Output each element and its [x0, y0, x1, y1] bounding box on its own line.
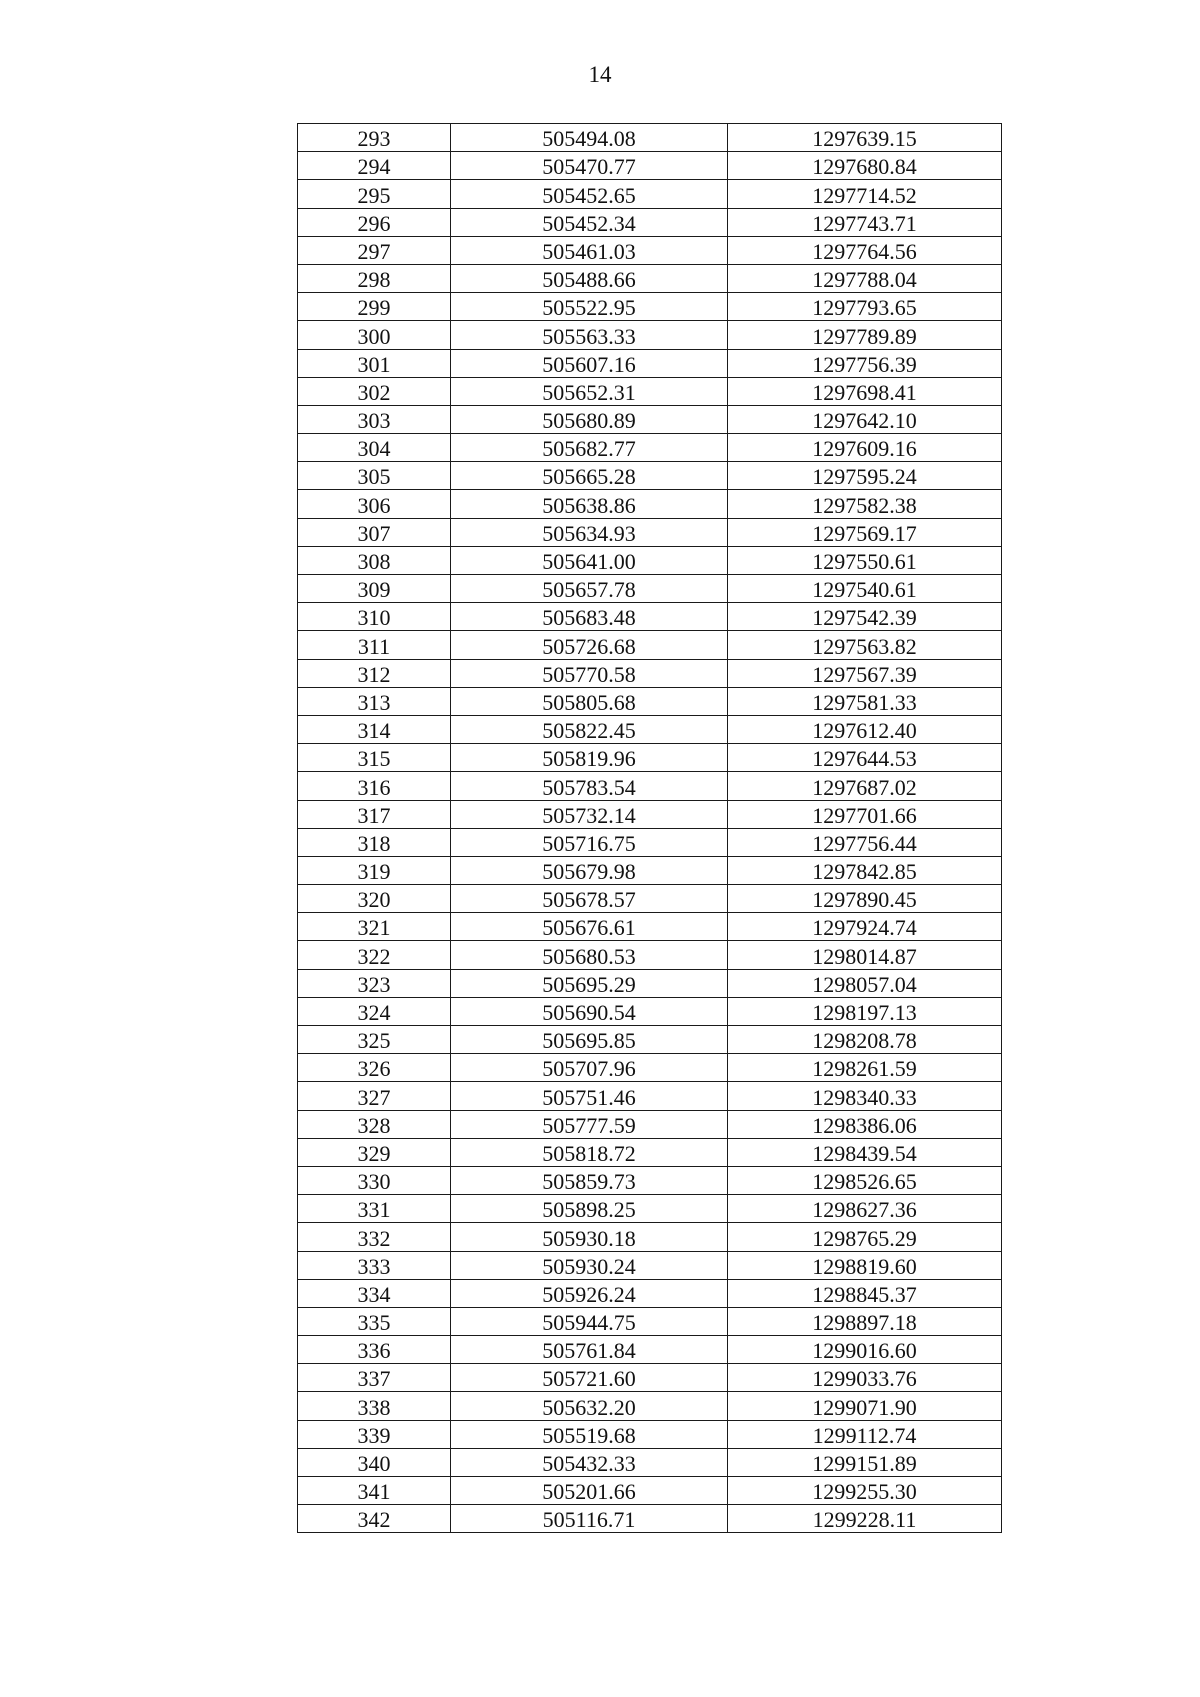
table-row — [298, 997, 1002, 1025]
x-coordinate-cell: 505683.48 — [451, 603, 728, 631]
y-coordinate-cell: 1298208.78 — [728, 1026, 1002, 1054]
y-coordinate-cell: 1297639.15 — [728, 124, 1002, 152]
table-row — [298, 744, 1002, 772]
table-row — [298, 1420, 1002, 1448]
x-coordinate-cell: 505432.33 — [451, 1448, 728, 1476]
table-row — [298, 264, 1002, 292]
table-row — [298, 659, 1002, 687]
point-number-cell: 315 — [298, 744, 451, 772]
y-coordinate-cell: 1299071.90 — [728, 1392, 1002, 1420]
point-number-cell: 339 — [298, 1420, 451, 1448]
x-coordinate-cell: 505652.31 — [451, 377, 728, 405]
y-coordinate-cell: 1298819.60 — [728, 1251, 1002, 1279]
x-coordinate-cell: 505819.96 — [451, 744, 728, 772]
x-coordinate-cell: 505519.68 — [451, 1420, 728, 1448]
table-row — [298, 828, 1002, 856]
x-coordinate-cell: 505657.78 — [451, 575, 728, 603]
point-number-cell: 309 — [298, 575, 451, 603]
point-number-cell: 311 — [298, 631, 451, 659]
point-number-cell: 295 — [298, 180, 451, 208]
x-coordinate-cell: 505805.68 — [451, 687, 728, 715]
table-row — [298, 124, 1002, 152]
point-number-cell: 294 — [298, 152, 451, 180]
point-number-cell: 338 — [298, 1392, 451, 1420]
table-row — [298, 208, 1002, 236]
y-coordinate-cell: 1298014.87 — [728, 941, 1002, 969]
y-coordinate-cell: 1297542.39 — [728, 603, 1002, 631]
y-coordinate-cell: 1299112.74 — [728, 1420, 1002, 1448]
x-coordinate-cell: 505607.16 — [451, 349, 728, 377]
table-row — [298, 321, 1002, 349]
table-row — [298, 941, 1002, 969]
x-coordinate-cell: 505822.45 — [451, 715, 728, 743]
x-coordinate-cell: 505494.08 — [451, 124, 728, 152]
point-number-cell: 321 — [298, 913, 451, 941]
table-row — [298, 885, 1002, 913]
x-coordinate-cell: 505452.34 — [451, 208, 728, 236]
y-coordinate-cell: 1298845.37 — [728, 1279, 1002, 1307]
table-row — [298, 1307, 1002, 1335]
point-number-cell: 327 — [298, 1082, 451, 1110]
point-number-cell: 337 — [298, 1364, 451, 1392]
table-row — [298, 152, 1002, 180]
table-row — [298, 1054, 1002, 1082]
table-row — [298, 236, 1002, 264]
x-coordinate-cell: 505522.95 — [451, 293, 728, 321]
table-row — [298, 1026, 1002, 1054]
table-row — [298, 1251, 1002, 1279]
x-coordinate-cell: 505116.71 — [451, 1505, 728, 1533]
y-coordinate-cell: 1298197.13 — [728, 997, 1002, 1025]
x-coordinate-cell: 505641.00 — [451, 546, 728, 574]
y-coordinate-cell: 1297680.84 — [728, 152, 1002, 180]
y-coordinate-cell: 1297764.56 — [728, 236, 1002, 264]
x-coordinate-cell: 505676.61 — [451, 913, 728, 941]
table-row — [298, 434, 1002, 462]
point-number-cell: 341 — [298, 1477, 451, 1505]
table-row — [298, 1448, 1002, 1476]
y-coordinate-cell: 1297793.65 — [728, 293, 1002, 321]
table-row — [298, 405, 1002, 433]
point-number-cell: 326 — [298, 1054, 451, 1082]
point-number-cell: 324 — [298, 997, 451, 1025]
table-row — [298, 293, 1002, 321]
y-coordinate-cell: 1297642.10 — [728, 405, 1002, 433]
point-number-cell: 312 — [298, 659, 451, 687]
y-coordinate-cell: 1297569.17 — [728, 518, 1002, 546]
y-coordinate-cell: 1298340.33 — [728, 1082, 1002, 1110]
x-coordinate-cell: 505732.14 — [451, 800, 728, 828]
table-row — [298, 1505, 1002, 1533]
y-coordinate-cell: 1297924.74 — [728, 913, 1002, 941]
y-coordinate-cell: 1299228.11 — [728, 1505, 1002, 1533]
x-coordinate-cell: 505695.85 — [451, 1026, 728, 1054]
point-number-cell: 307 — [298, 518, 451, 546]
y-coordinate-cell: 1297743.71 — [728, 208, 1002, 236]
x-coordinate-cell: 505707.96 — [451, 1054, 728, 1082]
y-coordinate-cell: 1297687.02 — [728, 772, 1002, 800]
point-number-cell: 322 — [298, 941, 451, 969]
table-row — [298, 913, 1002, 941]
y-coordinate-cell: 1297842.85 — [728, 856, 1002, 884]
coordinates-table — [297, 123, 1002, 1533]
x-coordinate-cell: 505638.86 — [451, 490, 728, 518]
y-coordinate-cell: 1298439.54 — [728, 1138, 1002, 1166]
table-row — [298, 1195, 1002, 1223]
y-coordinate-cell: 1297789.89 — [728, 321, 1002, 349]
point-number-cell: 308 — [298, 546, 451, 574]
point-number-cell: 316 — [298, 772, 451, 800]
x-coordinate-cell: 505721.60 — [451, 1364, 728, 1392]
y-coordinate-cell: 1298627.36 — [728, 1195, 1002, 1223]
x-coordinate-cell: 505679.98 — [451, 856, 728, 884]
table-row — [298, 546, 1002, 574]
table-row — [298, 1392, 1002, 1420]
y-coordinate-cell: 1298386.06 — [728, 1110, 1002, 1138]
x-coordinate-cell: 505818.72 — [451, 1138, 728, 1166]
table-row — [298, 969, 1002, 997]
x-coordinate-cell: 505201.66 — [451, 1477, 728, 1505]
y-coordinate-cell: 1299016.60 — [728, 1336, 1002, 1364]
table-row — [298, 772, 1002, 800]
point-number-cell: 331 — [298, 1195, 451, 1223]
table-row — [298, 1279, 1002, 1307]
point-number-cell: 328 — [298, 1110, 451, 1138]
y-coordinate-cell: 1297582.38 — [728, 490, 1002, 518]
point-number-cell: 301 — [298, 349, 451, 377]
point-number-cell: 319 — [298, 856, 451, 884]
x-coordinate-cell: 505461.03 — [451, 236, 728, 264]
y-coordinate-cell: 1297567.39 — [728, 659, 1002, 687]
table-row — [298, 575, 1002, 603]
y-coordinate-cell: 1297609.16 — [728, 434, 1002, 462]
table-row — [298, 715, 1002, 743]
point-number-cell: 302 — [298, 377, 451, 405]
table-row — [298, 687, 1002, 715]
x-coordinate-cell: 505783.54 — [451, 772, 728, 800]
table-row — [298, 800, 1002, 828]
y-coordinate-cell: 1297890.45 — [728, 885, 1002, 913]
table-row — [298, 490, 1002, 518]
table-row — [298, 1364, 1002, 1392]
point-number-cell: 306 — [298, 490, 451, 518]
y-coordinate-cell: 1297756.39 — [728, 349, 1002, 377]
x-coordinate-cell: 505726.68 — [451, 631, 728, 659]
x-coordinate-cell: 505682.77 — [451, 434, 728, 462]
point-number-cell: 332 — [298, 1223, 451, 1251]
point-number-cell: 296 — [298, 208, 451, 236]
y-coordinate-cell: 1297644.53 — [728, 744, 1002, 772]
point-number-cell: 323 — [298, 969, 451, 997]
y-coordinate-cell: 1297563.82 — [728, 631, 1002, 659]
point-number-cell: 329 — [298, 1138, 451, 1166]
y-coordinate-cell: 1297698.41 — [728, 377, 1002, 405]
point-number-cell: 330 — [298, 1166, 451, 1194]
point-number-cell: 325 — [298, 1026, 451, 1054]
x-coordinate-cell: 505470.77 — [451, 152, 728, 180]
table-row — [298, 1477, 1002, 1505]
x-coordinate-cell: 505690.54 — [451, 997, 728, 1025]
point-number-cell: 313 — [298, 687, 451, 715]
point-number-cell: 318 — [298, 828, 451, 856]
x-coordinate-cell: 505452.65 — [451, 180, 728, 208]
point-number-cell: 300 — [298, 321, 451, 349]
x-coordinate-cell: 505632.20 — [451, 1392, 728, 1420]
point-number-cell: 317 — [298, 800, 451, 828]
table-row — [298, 518, 1002, 546]
x-coordinate-cell: 505751.46 — [451, 1082, 728, 1110]
point-number-cell: 342 — [298, 1505, 451, 1533]
point-number-cell: 333 — [298, 1251, 451, 1279]
point-number-cell: 303 — [298, 405, 451, 433]
y-coordinate-cell: 1297581.33 — [728, 687, 1002, 715]
point-number-cell: 293 — [298, 124, 451, 152]
y-coordinate-cell: 1298261.59 — [728, 1054, 1002, 1082]
x-coordinate-cell: 505930.24 — [451, 1251, 728, 1279]
table-row — [298, 377, 1002, 405]
point-number-cell: 320 — [298, 885, 451, 913]
x-coordinate-cell: 505930.18 — [451, 1223, 728, 1251]
point-number-cell: 298 — [298, 264, 451, 292]
y-coordinate-cell: 1298057.04 — [728, 969, 1002, 997]
point-number-cell: 336 — [298, 1336, 451, 1364]
point-number-cell: 310 — [298, 603, 451, 631]
x-coordinate-cell: 505488.66 — [451, 264, 728, 292]
point-number-cell: 305 — [298, 462, 451, 490]
x-coordinate-cell: 505563.33 — [451, 321, 728, 349]
point-number-cell: 314 — [298, 715, 451, 743]
y-coordinate-cell: 1297540.61 — [728, 575, 1002, 603]
table-row — [298, 1336, 1002, 1364]
y-coordinate-cell: 1298897.18 — [728, 1307, 1002, 1335]
x-coordinate-cell: 505634.93 — [451, 518, 728, 546]
y-coordinate-cell: 1297550.61 — [728, 546, 1002, 574]
x-coordinate-cell: 505944.75 — [451, 1307, 728, 1335]
x-coordinate-cell: 505770.58 — [451, 659, 728, 687]
coordinates-table-body — [298, 124, 1002, 1533]
table-row — [298, 1138, 1002, 1166]
y-coordinate-cell: 1299255.30 — [728, 1477, 1002, 1505]
y-coordinate-cell: 1299151.89 — [728, 1448, 1002, 1476]
x-coordinate-cell: 505926.24 — [451, 1279, 728, 1307]
point-number-cell: 299 — [298, 293, 451, 321]
x-coordinate-cell: 505898.25 — [451, 1195, 728, 1223]
y-coordinate-cell: 1297756.44 — [728, 828, 1002, 856]
x-coordinate-cell: 505716.75 — [451, 828, 728, 856]
table-row — [298, 349, 1002, 377]
point-number-cell: 304 — [298, 434, 451, 462]
table-row — [298, 1082, 1002, 1110]
y-coordinate-cell: 1298765.29 — [728, 1223, 1002, 1251]
y-coordinate-cell: 1297788.04 — [728, 264, 1002, 292]
x-coordinate-cell: 505678.57 — [451, 885, 728, 913]
x-coordinate-cell: 505859.73 — [451, 1166, 728, 1194]
x-coordinate-cell: 505680.53 — [451, 941, 728, 969]
x-coordinate-cell: 505695.29 — [451, 969, 728, 997]
table-row — [298, 1166, 1002, 1194]
x-coordinate-cell: 505777.59 — [451, 1110, 728, 1138]
point-number-cell: 334 — [298, 1279, 451, 1307]
y-coordinate-cell: 1297701.66 — [728, 800, 1002, 828]
y-coordinate-cell: 1297714.52 — [728, 180, 1002, 208]
y-coordinate-cell: 1299033.76 — [728, 1364, 1002, 1392]
x-coordinate-cell: 505665.28 — [451, 462, 728, 490]
table-row — [298, 856, 1002, 884]
y-coordinate-cell: 1298526.65 — [728, 1166, 1002, 1194]
table-row — [298, 631, 1002, 659]
point-number-cell: 335 — [298, 1307, 451, 1335]
table-row — [298, 180, 1002, 208]
point-number-cell: 340 — [298, 1448, 451, 1476]
table-row — [298, 1110, 1002, 1138]
point-number-cell: 297 — [298, 236, 451, 264]
table-row — [298, 462, 1002, 490]
page-number: 14 — [588, 62, 612, 87]
x-coordinate-cell: 505761.84 — [451, 1336, 728, 1364]
y-coordinate-cell: 1297612.40 — [728, 715, 1002, 743]
y-coordinate-cell: 1297595.24 — [728, 462, 1002, 490]
x-coordinate-cell: 505680.89 — [451, 405, 728, 433]
table-row — [298, 603, 1002, 631]
table-row — [298, 1223, 1002, 1251]
